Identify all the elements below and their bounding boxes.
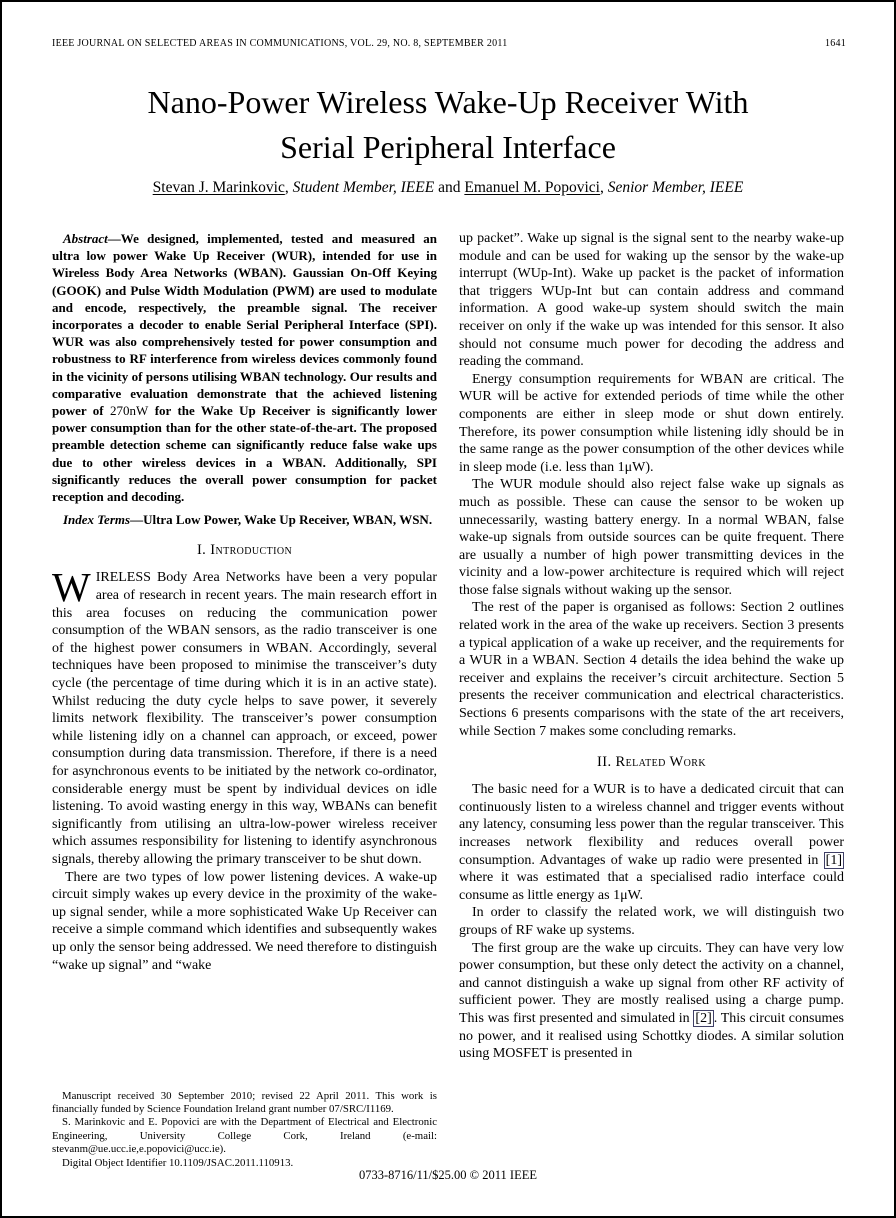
abstract-text-pre: —We designed, implemented, tested and measured an ultra low power Wake Up Receiver (WUR), intended for use in Wireless Body Area Networks (WBAN). Gaussian On-Off Keying (GOOK) and Pulse Width Modulation (PWM) are used to modulate and encode, respectively, the preamble signal. The receiver incorporates a decoder to enable Serial Peripheral Interface (SPI). WUR was also comprehensively tested for power consumption and robustness to RF interference from wireless devices commonly found in the vicinity of persons utilising WBAN technology. Our results and comparative evaluation demonstrate that the achieved listening power of bbox=[52, 231, 437, 419]
intro-paragraph-1-text: IRELESS Body Area Networks have been a very popular area of research in recent years. The main research effort in this area focuses on reducing the communication power consumption of the WBAN sensors, as the radio transceiver is one of the highest power consumers in WBAN. Accordingly, several techniques have been proposed to minimise the transceiver’s duty cycle (the percentage of time during which it is in an active state). Whilst reducing the duty cycle helps to save power, it severely limits network flexibility. The transceiver’s power consumption while listening idly on a channel can approach, or exceed, power consumption during data transmission. Therefore, if there is a need for asynchronous events to be initiated by the network co-ordinator, considerable energy must be spent by individual devices on idle listening. To avoid wasting energy in this way, WBANs can benefit significantly from utilising an ultra-low-power wireless receiver which assumes responsibility for listening to identify asynchronous signals, thereby allowing the primary transceiver to be shut down. bbox=[52, 570, 437, 867]
citation-link-2[interactable]: [2] bbox=[695, 1010, 712, 1026]
author-link-popovici[interactable]: Emanuel M. Popovici bbox=[464, 179, 600, 196]
listening-power-value: 270nW bbox=[110, 403, 149, 419]
author-role-1: Student Member, IEEE bbox=[292, 179, 435, 196]
author-separator: , bbox=[284, 179, 293, 196]
section-heading-introduction: I. Introduction bbox=[196, 542, 293, 559]
paper-title bbox=[2, 80, 894, 170]
intro-paragraph-2: There are two types of low power listening devices. A wake-up circuit simply wakes up every device in the proximity of the wake-up signal sender, while a more sophisticated Wake Up Receiver can receive a simple command which identifies and subsequently wakes up only the sensor being addressed. We need therefore to distinguish “wake up signal” and “wake bbox=[52, 869, 437, 973]
continuation-paragraph: up packet”. Wake up signal is the signal sent to the nearby wake-up module and can be used for waking up the sensor by the wake-up interrupt (WUp-Int). Wake up packet is the packet of information that triggers WUp-Int but can contain address and command information. A good wake-up system should switch the main receiver on only if the wake up was intended for this sensor. It also should not consume much power for decoding the address and reading the command. bbox=[459, 231, 844, 370]
dropcap-w: W bbox=[52, 564, 91, 611]
index-terms-label: Index Terms bbox=[63, 512, 131, 528]
footnote-block bbox=[52, 1082, 437, 1170]
author-conjunction: and bbox=[434, 179, 465, 196]
related-paragraph-1-post: where it was estimated that a specialised radio interface could consume as little energy as 1μW. bbox=[459, 870, 844, 903]
abstract-label: Abstract bbox=[63, 231, 108, 246]
section-heading-related-work: II. Related Work bbox=[597, 754, 706, 771]
paper-outline-paragraph: The rest of the paper is organised as follows: Section 2 outlines related work in the area of the wake up receivers. Section 3 presents a typical application of a wake up receiver, and the requirements for a WUR in a WBAN. Section 4 details the idea behind the wake up receiver and explains the receiver’s circuit architecture. Section 5 presents the receiver communication and electrical characteristics. Sections 6 presents comparisons with the state of the art receivers, while Section 7 makes some concluding remarks. bbox=[459, 600, 844, 739]
abstract-text-post: for the Wake Up Receiver is significantly lower power consumption than for the other state-of-the-art. The proposed preamble detection scheme can significantly reduce false wake ups due to other wireless devices in a WBAN. Additionally, SPI significantly reduces the overall power consumption for packet reception and decoding. bbox=[52, 403, 437, 505]
related-paragraph-3-post: . This circuit consumes no power, and it realised using Schottky diodes. A similar solution using MOSFET is presented in bbox=[459, 1010, 844, 1062]
related-paragraph-3 bbox=[459, 940, 844, 1063]
abstract-paragraph bbox=[52, 230, 437, 505]
false-wakeup-paragraph: The WUR module should also reject false wake up signals as much as possible. These can cause the sensor to be woken up unnecessarily, wasting battery energy. In a normal WBAN, false wake-up signals from outside sources can be quite frequent. There are usually a number of high power transmitting devices in the vicinity and a low-power architecture is required which will reject those false signals without waking up the sensor. bbox=[459, 477, 844, 598]
related-paragraph-3-pre: The first group are the wake up circuits. They can have very low power consumption, but these only detect the activity on a channel, and cannot distinguish a wake up signal from other RF activity of sufficient power. They are mostly realised using a charge pump. This was first presented and simulated in bbox=[459, 940, 844, 1026]
citation-link-1[interactable]: [1] bbox=[825, 852, 842, 868]
author-role-2: Senior Member, IEEE bbox=[607, 179, 744, 196]
copyright-line: 0733-8716/11/$25.00 © 2011 IEEE bbox=[359, 1168, 537, 1182]
title-line-1: Nano-Power Wireless Wake-Up Receiver With bbox=[147, 84, 749, 120]
author-separator-2: , bbox=[599, 179, 608, 196]
running-header bbox=[52, 38, 846, 49]
footnote-affiliation: S. Marinkovic and E. Popovici are with the Department of Electrical and Electronic Engineering, University College Cork, Ireland (e-mail: stevanm@ue.ucc.ie,e.popovici@ucc.ie). bbox=[52, 1116, 437, 1156]
two-column-body bbox=[52, 230, 844, 1170]
page-number: 1641 bbox=[825, 38, 846, 49]
intro-paragraph-1 bbox=[52, 564, 437, 868]
related-paragraph-1-pre: The basic need for a WUR is to have a dedicated circuit that can continuously listen to a wireless channel and trigger events without any latency, consuming less power than the regular transceiver. This increases network flexibility and reduces overall power consumption. Advantages of wake up radio were presented in bbox=[459, 782, 844, 868]
author-link-marinkovic[interactable]: Stevan J. Marinkovic bbox=[152, 179, 285, 196]
related-paragraph-2: In order to classify the related work, we will distinguish two groups of RF wake up systems. bbox=[459, 905, 844, 938]
footnote-manuscript: Manuscript received 30 September 2010; revised 22 April 2011. This work is financially funded by Science Foundation Ireland grant number 07/SRC/I1169. bbox=[52, 1089, 437, 1115]
index-terms-paragraph bbox=[52, 511, 437, 528]
journal-title: IEEE JOURNAL ON SELECTED AREAS IN COMMUNICATIONS, VOL. 29, NO. 8, SEPTEMBER 2011 bbox=[52, 38, 508, 49]
energy-paragraph: Energy consumption requirements for WBAN are critical. The WUR will be active for extended periods of time while the other components are either in sleep mode or shut down entirely. Therefore, its power consumption while listening idly should be in the same range as the power consumption of the other devices while in sleep mode (i.e. less than 1μW). bbox=[459, 371, 844, 475]
title-line-2: Serial Peripheral Interface bbox=[280, 129, 616, 165]
author-line bbox=[2, 179, 894, 197]
footnote-doi: Digital Object Identifier 10.1109/JSAC.2011.110913. bbox=[62, 1156, 294, 1169]
right-column bbox=[459, 230, 844, 1170]
index-terms-text: —Ultra Low Power, Wake Up Receiver, WBAN, WSN. bbox=[130, 512, 433, 528]
related-paragraph-1 bbox=[459, 781, 844, 904]
left-column bbox=[52, 230, 437, 1170]
